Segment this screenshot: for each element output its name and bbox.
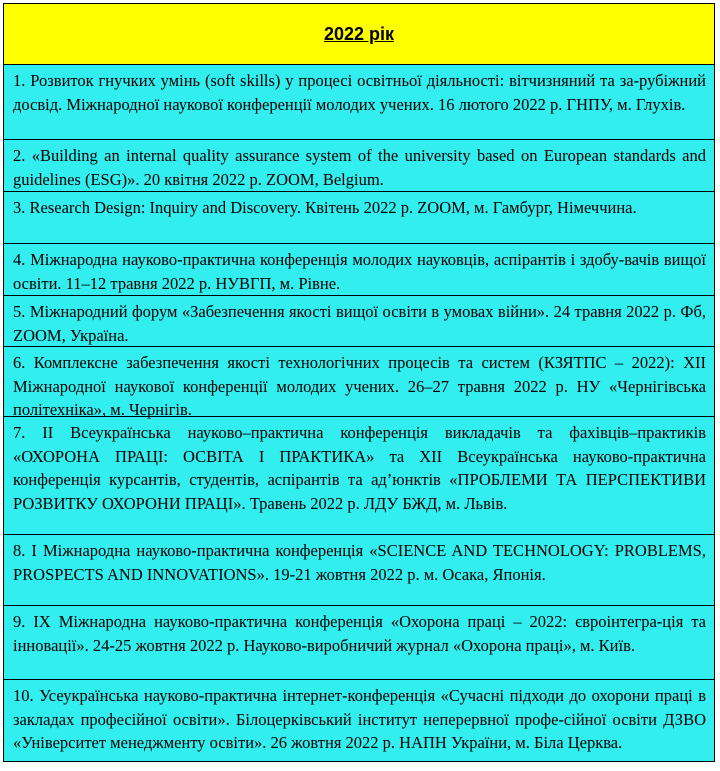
list-item: 6. Комплексне забезпечення якості технологічних процесів та систем (КЗЯТПС – 2022): XII Міжнародної наукової конференції молодих учених. 26–27 травня 2022 р. НУ «Чернігівська політехніка», м. Чернігів.: [4, 347, 714, 417]
list-item: 3. Research Design: Inquiry and Discovery. Квітень 2022 р. ZOOM, м. Гамбург, Німеччина.: [4, 192, 714, 244]
list-item: 9. IX Міжнародна науково-практична конференція «Охорона праці – 2022: євроінтегра-ція та інновації». 24-25 жовтня 2022 р. Науково-виробничий журнал «Охорона праці», м. Київ.: [4, 606, 714, 680]
table-header: [4, 4, 714, 65]
list-item: 2. «Building an internal quality assurance system of the university based on European standards and guidelines (ESG)». 20 квітня 2022 р. ZOOM, Belgium.: [4, 140, 714, 192]
list-item: 10. Усеукраїнська науково-практична інтернет-конференція «Сучасні підходи до охорони праці в закладах професійної освіти». Білоцерківський інститут неперервної профе-сійної освіти ДЗВО «Університет менеджменту освіти». 26 жовтня 2022 р. НАПН України, м. Біла Церква.: [13, 686, 706, 752]
list-item: 5. Міжнародний форум «Забезпечення якості вищої освіти в умовах війни». 24 травня 2022 р. Фб, ZOOM, Україна.: [4, 296, 714, 347]
list-item: 4. Міжнародна науково-практична конференція молодих науковців, аспірантів і здобу-вачів вищої освіти. 11–12 травня 2022 р. НУВГП, м. Рівне.: [4, 244, 714, 296]
year-title: 2022 рік: [323, 23, 395, 44]
list-item: 1. Розвиток гнучких умінь (soft skills) у процесі освітньої діяльності: вітчизняний та за-рубіжний досвід. Міжнародної наукової конференції молодих учених. 16 лютого 2022 р. ГНПУ, м. Глухів.: [4, 65, 714, 140]
list-item: 7. II Всеукраїнська науково–практична конференція викладачів та фахівців–практиків «ОХОРОНА ПРАЦІ: ОСВІТА І ПРАКТИКА» та XII Всеукраїнська науково-практична конференція курсантів, студентів, аспірантів та ад’юнктів «ПРОБЛЕМИ ТА ПЕРСПЕКТИВИ РОЗВИТКУ ОХОРОНИ ПРАЦІ». Травень 2022 р. ЛДУ БЖД, м. Львів.: [4, 417, 714, 535]
conference-list: [4, 65, 714, 771]
conference-table: [3, 3, 715, 762]
list-item: 8. І Міжнародна науково-практична конференція «SCIENCE AND TECHNOLOGY: PROBLEMS, PROSPECTS AND INNOVATIONS». 19-21 жовтня 2022 р. м. Осака, Японія.: [4, 535, 714, 606]
